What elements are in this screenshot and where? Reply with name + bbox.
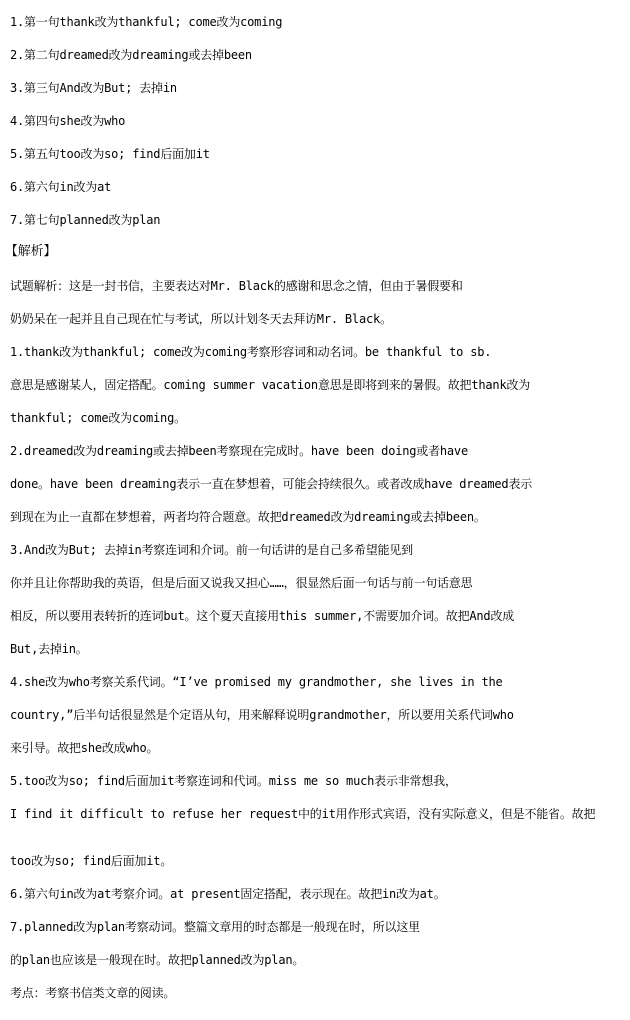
answer-line: 7.第七句planned改为plan [10, 213, 161, 227]
analysis-line: 意思是感谢某人，固定搭配。coming summer vacation意思是即将到来的暑假。故把thank改为 [10, 378, 531, 392]
analysis-line: done。have been dreaming表示一直在梦想着，可能会持续很久。或者改成have dreamed表示 [10, 477, 533, 491]
analysis-line: 5.too改为so; find后面加it考察连词和代词。miss me so much表示非常想我， [10, 774, 457, 788]
analysis-line: I find it difficult to refuse her request中的it用作形式宾语，没有实际意义，但是不能省。故把 [10, 807, 596, 821]
analysis-line: 试题解析：这是一封书信，主要表达对Mr. Black的感谢和思念之情，但由于暑假要和 [10, 279, 463, 293]
analysis-line: thankful; come改为coming。 [10, 411, 186, 425]
analysis-line: 3.And改为But; 去掉in考察连词和介词。前一句话讲的是自己多希望能见到 [10, 543, 413, 557]
answer-line: 4.第四句she改为who [10, 114, 126, 128]
analysis-heading: 【解析】 [5, 244, 57, 259]
answer-line: 1.第一句thank改为thankful; come改为coming [10, 15, 283, 29]
analysis-line: 考点：考察书信类文章的阅读。 [10, 986, 176, 1000]
answer-line: 5.第五句too改为so; find后面加it [10, 147, 210, 161]
analysis-line: 1.thank改为thankful; come改为coming考察形容词和动名词。be thankful to sb. [10, 345, 492, 359]
answer-line: 2.第二句dreamed改为dreaming或去掉been [10, 48, 252, 62]
analysis-line: 6.第六句in改为at考察介词。at present固定搭配，表示现在。故把in改为at。 [10, 887, 446, 901]
analysis-line: 到现在为止一直都在梦想着，两者均符合题意。故把dreamed改为dreaming或去掉been。 [10, 510, 486, 524]
analysis-line: 相反，所以要用表转折的连词but。这个夏天直接用this summer,不需要加介词。故把And改成 [10, 609, 515, 623]
analysis-line: 奶奶呆在一起并且自己现在忙与考试，所以计划冬天去拜访Mr. Black。 [10, 312, 392, 326]
analysis-line: 来引导。故把she改成who。 [10, 741, 159, 755]
analysis-line: country,”后半句话很显然是个定语从句，用来解释说明grandmother，所以要用关系代词who [10, 708, 514, 722]
analysis-line: 2.dreamed改为dreaming或去掉been考察现在完成时。have been doing或者have [10, 444, 468, 458]
answer-line: 6.第六句in改为at [10, 180, 112, 194]
analysis-line: 你并且让你帮助我的英语，但是后面又说我又担心……，很显然后面一句话与前一句话意思 [10, 576, 473, 590]
analysis-line: But,去掉in。 [10, 642, 88, 656]
analysis-line: 的plan也应该是一般现在时。故把planned改为plan。 [10, 953, 305, 967]
analysis-line: too改为so; find后面加it。 [10, 854, 173, 868]
analysis-line: 7.planned改为plan考察动词。整篇文章用的时态都是一般现在时，所以这里 [10, 920, 420, 934]
answer-line: 3.第三句And改为But; 去掉in [10, 81, 177, 95]
analysis-line: 4.she改为who考察关系代词。“I’ve promised my grandmother, she lives in the [10, 675, 503, 689]
